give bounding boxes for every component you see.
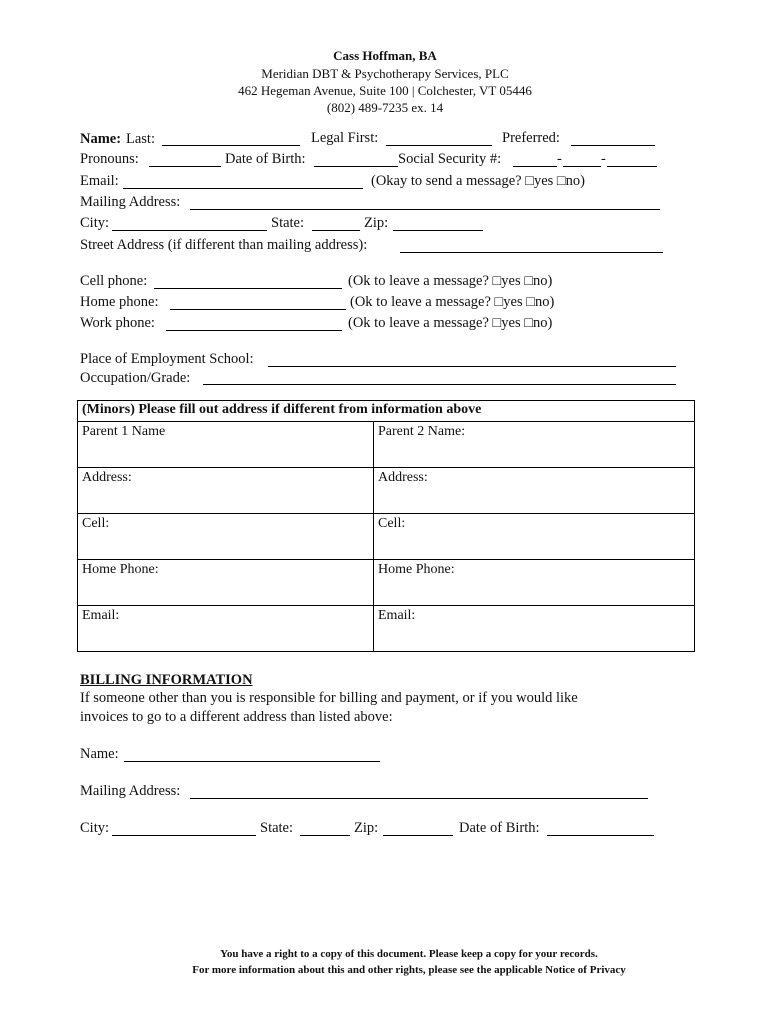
email-ok-checkbox[interactable]: (Okay to send a message? □yes □no)	[371, 173, 586, 189]
city-field[interactable]	[112, 230, 267, 231]
billing-intro-1: If someone other than you is responsible for billing and payment, or if you would like	[80, 690, 578, 706]
email-field[interactable]	[123, 188, 363, 189]
ssn-field-2[interactable]	[563, 166, 601, 167]
parent2-name-cell[interactable]: Parent 2 Name:	[374, 422, 695, 468]
work-phone-field[interactable]	[166, 330, 342, 331]
parent1-name-cell[interactable]: Parent 1 Name	[78, 422, 374, 468]
last-name-field[interactable]	[162, 145, 300, 146]
pronouns-label: Pronouns:	[80, 151, 139, 167]
dob-label: Date of Birth:	[225, 151, 306, 167]
last-name-label: Last:	[126, 131, 155, 147]
mailing-address-label: Mailing Address:	[80, 194, 181, 210]
work-ok-checkbox[interactable]: (Ok to leave a message? □yes □no)	[348, 315, 553, 331]
billing-mailing-label: Mailing Address:	[80, 783, 181, 799]
footer-line-1: You have a right to a copy of this document. Please keep a copy for your records.	[220, 948, 598, 960]
ssn-dash-1: -	[557, 151, 562, 167]
ssn-field-1[interactable]	[513, 166, 557, 167]
pronouns-field[interactable]	[149, 166, 221, 167]
practice-name: Meridian DBT & Psychotherapy Services, PLC	[261, 66, 509, 81]
city-label: City:	[80, 215, 110, 231]
billing-zip-field[interactable]	[383, 835, 453, 836]
name-label: Name:	[80, 131, 122, 147]
parent1-home-phone-cell[interactable]: Home Phone:	[78, 560, 374, 606]
home-phone-label: Home phone:	[80, 294, 159, 310]
zip-label: Zip:	[364, 215, 389, 231]
mailing-address-field[interactable]	[190, 209, 660, 210]
state-label: State:	[271, 215, 305, 231]
billing-state-field[interactable]	[300, 835, 350, 836]
billing-mailing-field[interactable]	[190, 798, 648, 799]
email-label: Email:	[80, 173, 119, 189]
ssn-field-3[interactable]	[607, 166, 657, 167]
billing-state-label: State:	[260, 820, 294, 836]
parent1-address-cell[interactable]: Address:	[78, 468, 374, 514]
legal-first-label: Legal First:	[311, 130, 379, 146]
footer-line-2: For more information about this and other rights, please see the applicable Notice of Privacy	[192, 964, 626, 976]
home-phone-field[interactable]	[170, 309, 346, 310]
billing-zip-label: Zip:	[354, 820, 379, 836]
billing-heading: BILLING INFORMATION	[80, 672, 253, 688]
cell-phone-label: Cell phone:	[80, 273, 148, 289]
billing-dob-label: Date of Birth:	[459, 820, 540, 836]
state-field[interactable]	[312, 230, 360, 231]
zip-field[interactable]	[393, 230, 483, 231]
parent2-address-cell[interactable]: Address:	[374, 468, 695, 514]
provider-name: Cass Hoffman, BA	[333, 48, 437, 63]
parent2-cell-cell[interactable]: Cell:	[374, 514, 695, 560]
dob-field[interactable]	[314, 166, 398, 167]
street-address-field[interactable]	[400, 252, 663, 253]
legal-first-field[interactable]	[386, 145, 492, 146]
parent2-email-cell[interactable]: Email:	[374, 606, 695, 652]
billing-name-field[interactable]	[124, 761, 380, 762]
minors-table	[77, 400, 695, 652]
street-address-label: Street Address (if different than mailing address):	[80, 237, 368, 253]
parent1-email-cell[interactable]: Email:	[78, 606, 374, 652]
billing-city-field[interactable]	[112, 835, 256, 836]
ssn-dash-2: -	[601, 151, 606, 167]
ssn-label: Social Security #:	[398, 151, 502, 167]
occupation-label: Occupation/Grade:	[80, 370, 191, 386]
minors-caption: (Minors) Please fill out address if different from information above	[78, 401, 695, 422]
preferred-field[interactable]	[571, 145, 655, 146]
billing-dob-field[interactable]	[547, 835, 654, 836]
billing-name-label: Name:	[80, 746, 119, 762]
cell-phone-field[interactable]	[154, 288, 342, 289]
parent1-cell-cell[interactable]: Cell:	[78, 514, 374, 560]
practice-phone: (802) 489-7235 ex. 14	[326, 100, 444, 115]
employment-label: Place of Employment School:	[80, 351, 254, 367]
billing-intro-2: invoices to go to a different address than listed above:	[80, 709, 393, 725]
work-phone-label: Work phone:	[80, 315, 155, 331]
occupation-field[interactable]	[203, 384, 676, 385]
home-ok-checkbox[interactable]: (Ok to leave a message? □yes □no)	[350, 294, 555, 310]
parent2-home-phone-cell[interactable]: Home Phone:	[374, 560, 695, 606]
cell-ok-checkbox[interactable]: (Ok to leave a message? □yes □no)	[348, 273, 553, 289]
preferred-label: Preferred:	[502, 130, 560, 146]
practice-address: 462 Hegeman Avenue, Suite 100 | Colchester, VT 05446	[238, 83, 532, 98]
billing-city-label: City:	[80, 820, 110, 836]
employment-field[interactable]	[268, 366, 676, 367]
